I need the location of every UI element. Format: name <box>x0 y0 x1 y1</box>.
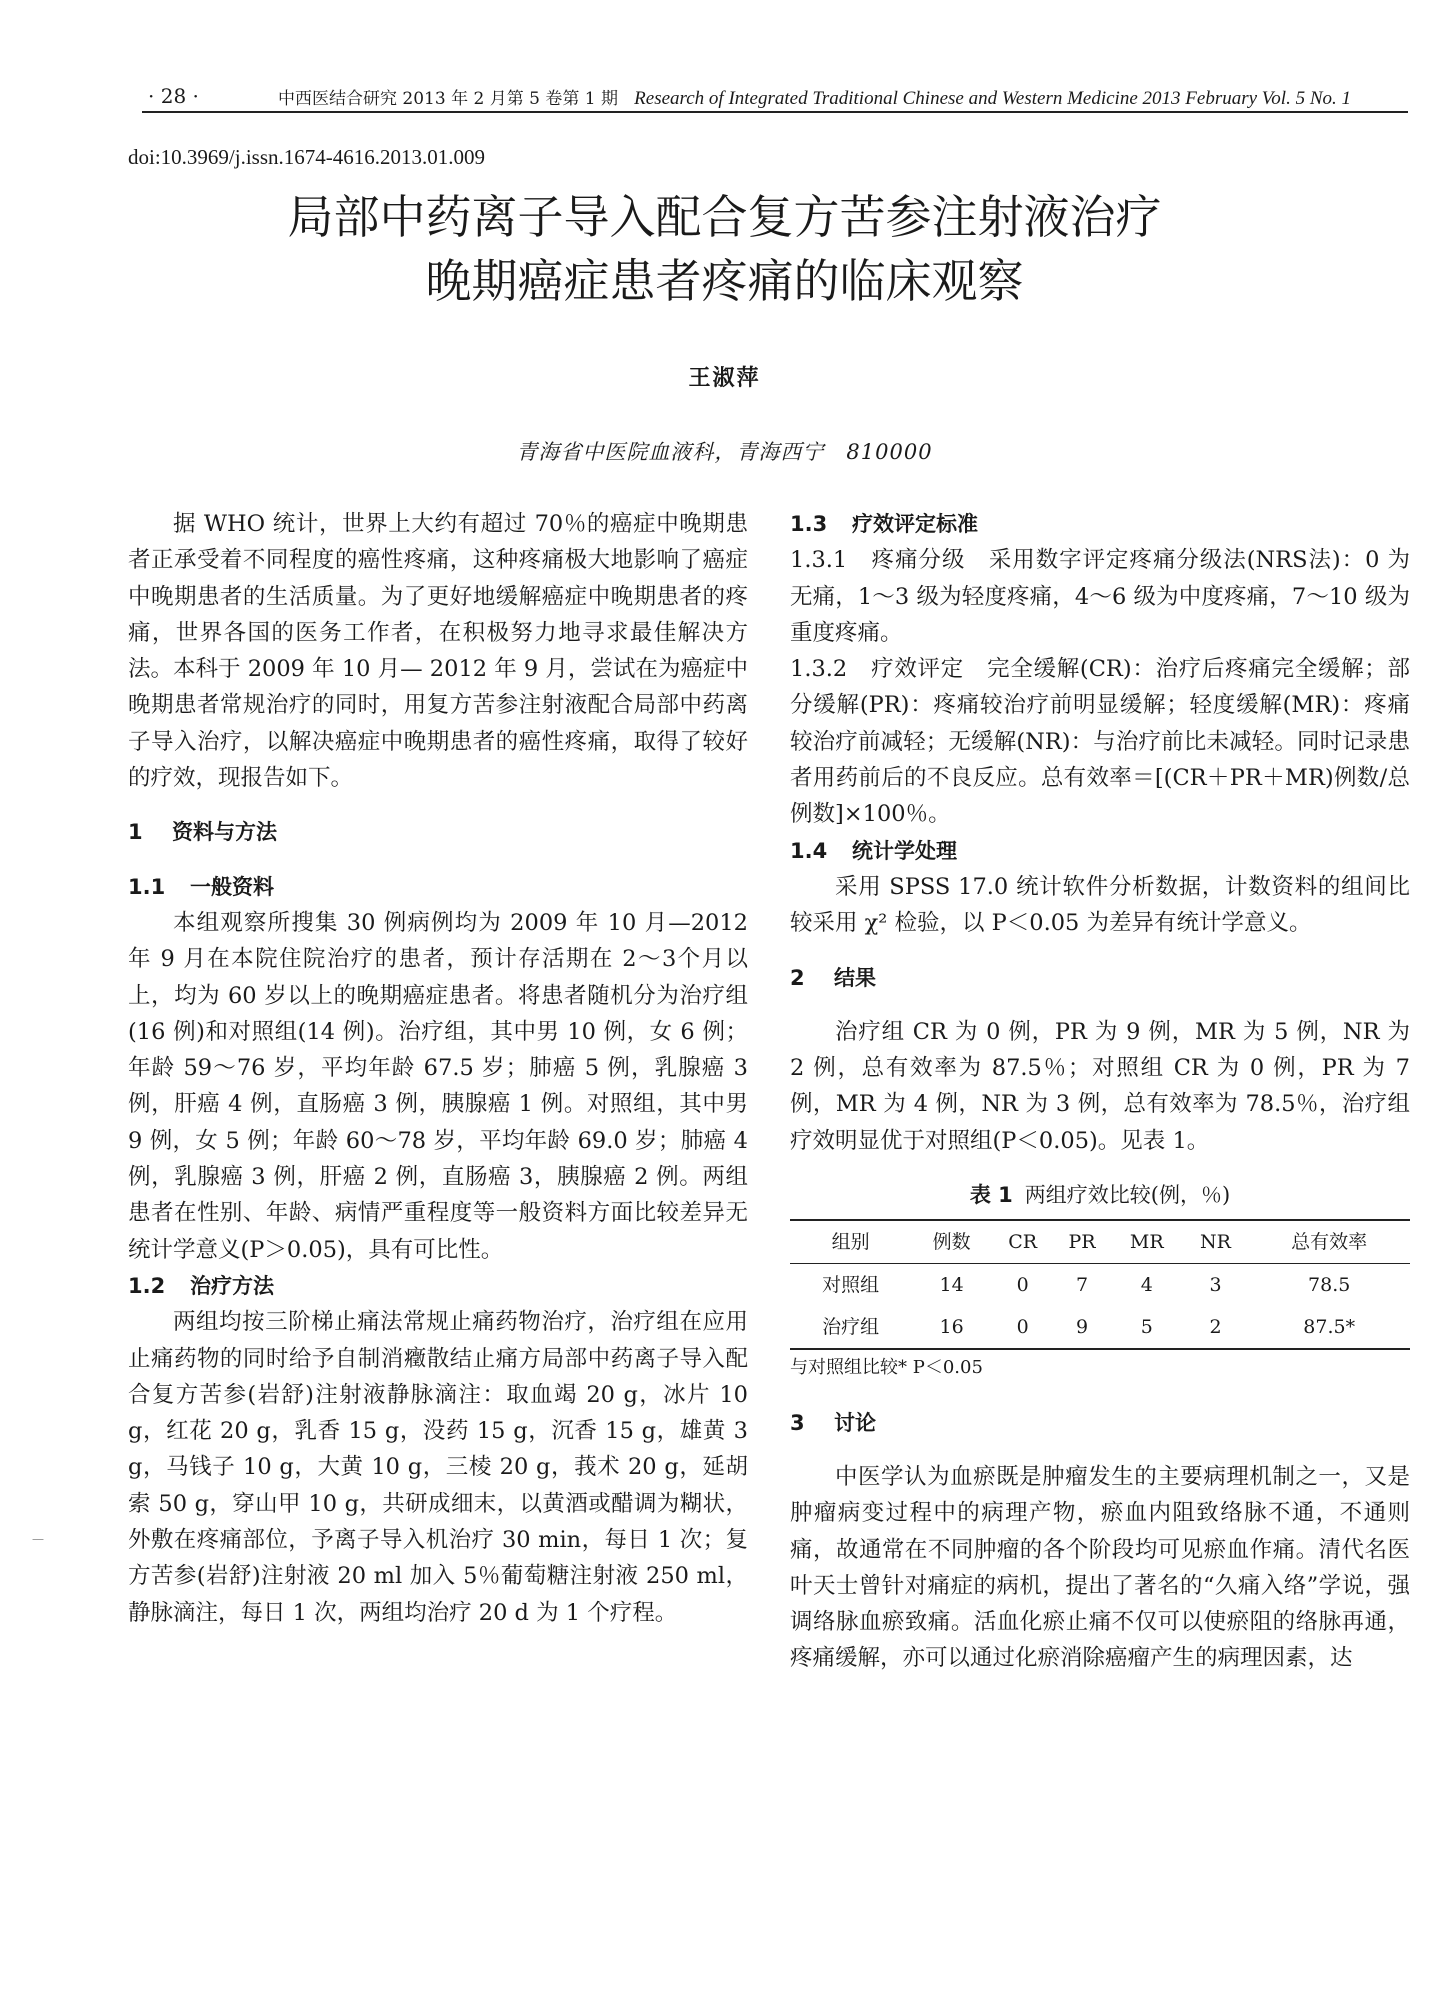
table-cell: 4 <box>1140 1274 1153 1297</box>
section-1-title: 资料与方法 <box>172 820 277 845</box>
table-cell: 78.5 <box>1308 1274 1351 1297</box>
table-header-cell: CR <box>1008 1231 1038 1254</box>
table-cell: 87.5* <box>1303 1316 1356 1339</box>
table-header-cell: 总有效率 <box>1291 1231 1368 1254</box>
section-1-4-number: 1.4 <box>790 838 828 863</box>
section-1-1-number: 1.1 <box>128 874 166 899</box>
journal-header-cn: 中西医结合研究 2013 年 2 月第 5 卷第 1 期 <box>278 89 618 109</box>
table-1-title: 两组疗效比较(例，％) <box>1024 1183 1231 1208</box>
right-column <box>790 506 1410 1677</box>
article-title-line-2: 晚期癌症患者疼痛的临床观察 <box>425 254 1024 308</box>
table-cell: 9 <box>1076 1316 1089 1339</box>
section-1-2-heading <box>128 1268 748 1304</box>
table-cell: 对照组 <box>822 1274 880 1297</box>
section-2-text: 治疗组 CR 为 0 例，PR 为 9 例，MR 为 5 例，NR 为 2 例，总有效率为 87.5％；对照组 CR 为 0 例，PR 为 7 例，MR 为 4 例，NR 为 3 例，总有效率为 78.5％，治疗组疗效明显优于对照组(P＜0.05)。见表 1。 <box>790 1018 1410 1154</box>
table-cell: 0 <box>1016 1274 1029 1297</box>
section-2-title: 结果 <box>834 965 876 990</box>
table-header-cell: MR <box>1129 1231 1164 1254</box>
table-cell: 治疗组 <box>822 1316 880 1339</box>
table-cell: 2 <box>1209 1316 1222 1339</box>
section-1-3-title: 疗效评定标准 <box>852 512 978 536</box>
journal-header <box>278 84 1351 110</box>
table-1-label: 表 1 <box>969 1183 1013 1208</box>
section-1-4-heading <box>790 833 1410 869</box>
section-3-number: 3 <box>790 1410 805 1435</box>
table-cell: 3 <box>1209 1274 1222 1297</box>
table-header-cell: 例数 <box>932 1231 971 1254</box>
table-row <box>790 1264 1410 1307</box>
section-1-1-title: 一般资料 <box>190 874 274 899</box>
section-1-2-text: 两组均按三阶梯止痛法常规止痛药物治疗，治疗组在应用止痛药物的同时给予自制消癥散结止痛方局部中药离子导入配合复方苦参(岩舒)注射液静脉滴注：取血竭 20 g，冰片 10 g，红花 20 g，乳香 15 g，没药 15 g，沉香 15 g，雄黄 3 g，马钱子 10 g，大黄 10 g，三棱 20 g，莪术 20 g，延胡索 50 g，穿山甲 10 g，共研成细末，以黄酒或醋调为糊状，外敷在疼痛部位，予离子导入机治疗 30 min，每日 1 次；复方苦参(岩舒)注射液 20 ml 加入 5％葡萄糖注射液 250 ml，静脉滴注，每日 1 次，两组均治疗 20 d 为 1 个疗程。 <box>128 1309 748 1626</box>
journal-header-en: Research of Integrated Traditional Chinese and Western Medicine 2013 February Vol. 5 No. 1 <box>634 88 1351 109</box>
section-1-3-1-text: 1.3.1 疼痛分级 采用数字评定疼痛分级法(NRS法)：0 为无痛，1～3 级为轻度疼痛，4～6 级为中度疼痛，7～10 级为重度疼痛。 <box>790 547 1410 646</box>
section-1-2-title: 治疗方法 <box>190 1273 274 1298</box>
section-1-3-heading <box>790 506 1410 542</box>
header-rule <box>142 111 1408 113</box>
table-footnote: 与对照组比较* P＜0.05 <box>790 1357 983 1379</box>
section-3-heading <box>790 1405 1410 1441</box>
section-3-title: 讨论 <box>834 1410 876 1435</box>
author: 王淑萍 <box>688 365 761 391</box>
section-1-number: 1 <box>128 820 143 845</box>
table-row <box>790 1306 1410 1349</box>
section-1-3-2-text: 1.3.2 疗效评定 完全缓解(CR)：治疗后疼痛完全缓解；部分缓解(PR)：疼痛较治疗前明显缓解；轻度缓解(MR)：疼痛较治疗前减轻；无缓解(NR)：与治疗前比未减轻。同时记录患者用药前后的不良反应。总有效率＝[(CR＋PR＋MR)例数/总例数]×100％。 <box>790 656 1410 828</box>
table-cell: 16 <box>939 1316 964 1339</box>
affiliation: 青海省中医院血液科，青海西宁 810000 <box>516 440 933 464</box>
section-1-heading <box>128 814 748 850</box>
intro-paragraph: 据 WHO 统计，世界上大约有超过 70％的癌症中晚期患者正承受着不同程度的癌性疼痛，这种疼痛极大地影响了癌症中晚期患者的生活质量。为了更好地缓解癌症中晚期患者的疼痛，世界各国的医务工作者，在积极努力地寻求最佳解决方法。本科于 2009 年 10 月— 2012 年 9 月，尝试在为癌症中晚期患者常规治疗的同时，用复方苦参注射液配合局部中药离子导入治疗，以解决癌症中晚期患者的癌性疼痛，取得了较好的疗效，现报告如下。 <box>128 511 748 792</box>
section-1-3-number: 1.3 <box>790 512 828 536</box>
section-1-1-text: 本组观察所搜集 30 例病例均为 2009 年 10 月—2012 年 9 月在本院住院治疗的患者，预计存活期在 2～3个月以上，均为 60 岁以上的晚期癌症患者。将患者随机分为治疗组(16 例)和对照组(14 例)。治疗组，其中男 10 例，女 6 例；年龄 59～76 岁，平均年龄 67.5 岁；肺癌 5 例，乳腺癌 3 例，肝癌 4 例，直肠癌 3 例，胰腺癌 1 例。对照组，其中男 9 例，女 5 例；年龄 60～78 岁，平均年龄 69.0 岁；肺癌 4 例，乳腺癌 3 例，肝癌 2 例，直肠癌 3，胰腺癌 2 例。两组患者在性别、年龄、病情严重程度等一般资料方面比较差异无统计学意义(P＞0.05)，具有可比性。 <box>128 909 748 1263</box>
section-1-4-title: 统计学处理 <box>852 838 957 863</box>
table-header-cell: NR <box>1200 1231 1231 1254</box>
section-1-1-heading <box>128 869 748 905</box>
table-cell: 14 <box>939 1274 964 1297</box>
table-header-cell: 组别 <box>831 1231 870 1254</box>
section-2-number: 2 <box>790 965 805 990</box>
table-cell: 5 <box>1140 1316 1153 1339</box>
section-3-text: 中医学认为血瘀既是肿瘤发生的主要病理机制之一，又是肿瘤病变过程中的病理产物，瘀血内阻致络脉不通，不通则痛，故通常在不同肿瘤的各个阶段均可见瘀血作痛。清代名医叶天士曾针对痛症的病机，提出了著名的“久痛入络”学说，强调络脉血瘀致痛。活血化瘀止痛不仅可以使瘀阻的络脉再通，疼痛缓解，亦可以通过化瘀消除癌瘤产生的病理因素，达 <box>790 1463 1410 1672</box>
table-cell: 7 <box>1076 1274 1089 1297</box>
margin-mark: — <box>32 1532 44 1546</box>
doi: doi:10.3969/j.issn.1674-4616.2013.01.009 <box>128 145 486 169</box>
table-cell: 0 <box>1016 1316 1029 1339</box>
section-1-4-text: 采用 SPSS 17.0 统计软件分析数据，计数资料的组间比较采用 χ² 检验，以 P＜0.05 为差异有统计学意义。 <box>790 873 1410 937</box>
page-number: · 28 · <box>148 84 199 108</box>
section-2-heading <box>790 960 1410 996</box>
table-header-row <box>790 1220 1410 1264</box>
left-column <box>128 506 748 1631</box>
results-table <box>790 1219 1410 1350</box>
article-title-line-1: 局部中药离子导入配合复方苦参注射液治疗 <box>287 190 1162 244</box>
table-1-caption <box>790 1177 1410 1213</box>
table-header-cell: PR <box>1068 1231 1096 1254</box>
section-1-2-number: 1.2 <box>128 1273 166 1298</box>
